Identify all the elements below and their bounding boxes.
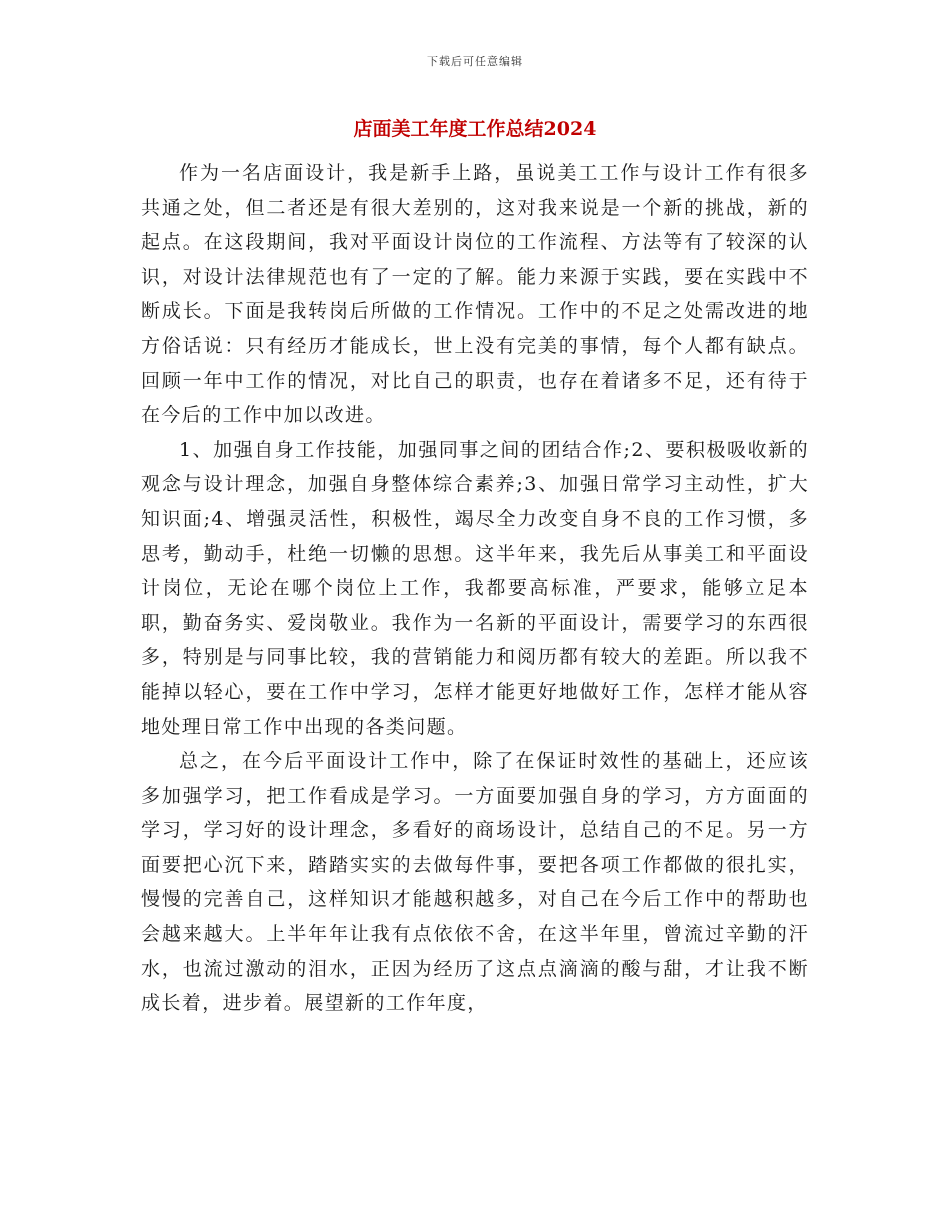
paragraph-3: 总之，在今后平面设计工作中，除了在保证时效性的基础上，还应该多加强学习，把工作看成是学习。一方面要加强自身的学习，方方面面的学习，学习好的设计理念，多看好的商场设计，总结自己的不足。另一方面要把心沉下来，踏踏实实的去做每件事，要把各项工作都做的很扎实，慢慢的完善自己，这样知识才能越积越多，对自己在今后工作中的帮助也会越来越大。上半年年让我有点依依不舍，在这半年里，曾流过辛勤的汗水，也流过激动的泪水，正因为经历了这点点滴滴的酸与甜，才让我不断成长着，进步着。展望新的工作年度，: [141, 750, 809, 1015]
page-header-note: 下载后可任意编辑: [427, 55, 523, 68]
paragraph-2: 1、加强自身工作技能，加强同事之间的团结合作;2、要积极吸收新的观念与设计理念，加强自身整体综合素养;3、加强日常学习主动性，扩大知识面;4、增强灵活性，积极性，竭尽全力改变自身不良的工作习惯，多思考，勤动手，杜绝一切懒的思想。这半年来，我先后从事美工和平面设计岗位，无论在哪个岗位上工作，我都要高标准，严要求，能够立足本职，勤奋务实、爱岗敬业。我作为一名新的平面设计，需要学习的东西很多，特别是与同事比较，我的营销能力和阅历都有较大的差距。所以我不能掉以轻心，要在工作中学习，怎样才能更好地做好工作，怎样才能从容地处理日常工作中出现的各类问题。: [141, 438, 809, 738]
document-title: 店面美工年度工作总结2024: [353, 118, 597, 140]
paragraph-1: 作为一名店面设计，我是新手上路，虽说美工工作与设计工作有很多共通之处，但二者还是有很大差别的，这对我来说是一个新的挑战，新的起点。在这段期间，我对平面设计岗位的工作流程、方法等有了较深的认识，对设计法律规范也有了一定的了解。能力来源于实践，要在实践中不断成长。下面是我转岗后所做的工作情况。工作中的不足之处需改进的地方俗话说：只有经历才能成长，世上没有完美的事情，每个人都有缺点。回顾一年中工作的情况，对比自己的职责，也存在着诸多不足，还有待于在今后的工作中加以改进。: [141, 162, 809, 427]
document-body: [141, 156, 809, 1021]
